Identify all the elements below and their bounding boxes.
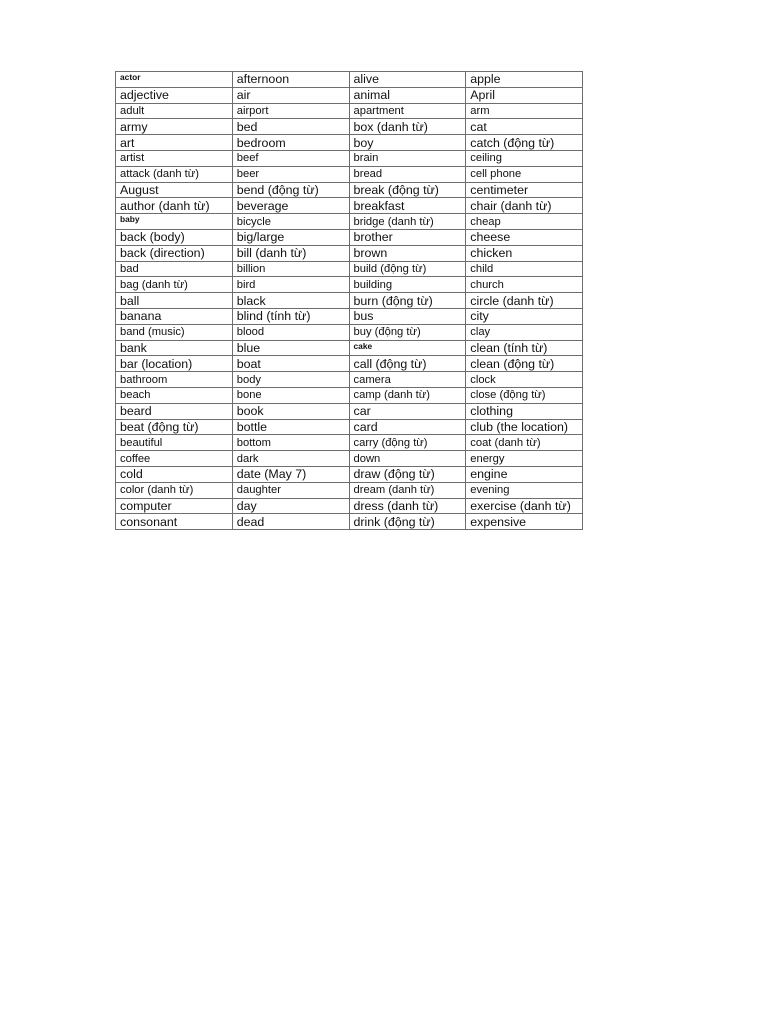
table-cell: art <box>116 135 233 151</box>
table-cell: clean (động từ) <box>466 356 583 372</box>
table-cell: chicken <box>466 245 583 261</box>
table-cell: blind (tính từ) <box>232 308 349 324</box>
table-cell: April <box>466 87 583 103</box>
table-row <box>116 435 583 451</box>
table-row <box>116 245 583 261</box>
table-row <box>116 356 583 372</box>
table-row <box>116 403 583 419</box>
table-cell: box (danh từ) <box>349 119 466 135</box>
table-cell: adjective <box>116 87 233 103</box>
table-cell: beer <box>232 166 349 182</box>
table-cell: bathroom <box>116 372 233 388</box>
table-row <box>116 87 583 103</box>
table-cell: big/large <box>232 229 349 245</box>
table-cell: draw (động từ) <box>349 466 466 482</box>
table-cell: black <box>232 293 349 309</box>
table-row <box>116 482 583 498</box>
table-cell: bird <box>232 277 349 293</box>
table-row <box>116 514 583 530</box>
table-cell: bill (danh từ) <box>232 245 349 261</box>
table-row <box>116 277 583 293</box>
table-cell: cell phone <box>466 166 583 182</box>
table-row <box>116 340 583 356</box>
table-cell: animal <box>349 87 466 103</box>
table-row <box>116 372 583 388</box>
table-row <box>116 135 583 151</box>
table-cell: bad <box>116 261 233 277</box>
table-cell: back (direction) <box>116 245 233 261</box>
table-cell: bottle <box>232 419 349 435</box>
table-cell: club (the location) <box>466 419 583 435</box>
table-cell: beard <box>116 403 233 419</box>
table-cell: artist <box>116 150 233 166</box>
table-cell: banana <box>116 308 233 324</box>
table-cell: airport <box>232 103 349 119</box>
table-cell: clean (tính từ) <box>466 340 583 356</box>
table-cell: city <box>466 308 583 324</box>
table-cell: computer <box>116 498 233 514</box>
table-row <box>116 451 583 467</box>
table-cell: cheap <box>466 214 583 230</box>
table-cell: camera <box>349 372 466 388</box>
table-cell: building <box>349 277 466 293</box>
table-row <box>116 182 583 198</box>
table-cell: beverage <box>232 198 349 214</box>
table-cell: close (động từ) <box>466 387 583 403</box>
table-cell: bag (danh từ) <box>116 277 233 293</box>
table-cell: adult <box>116 103 233 119</box>
table-cell: buy (động từ) <box>349 324 466 340</box>
table-cell: bend (động từ) <box>232 182 349 198</box>
table-row <box>116 166 583 182</box>
table-cell: build (động từ) <box>349 261 466 277</box>
table-cell: dead <box>232 514 349 530</box>
table-cell: beat (động từ) <box>116 419 233 435</box>
table-cell: attack (danh từ) <box>116 166 233 182</box>
table-cell: author (danh từ) <box>116 198 233 214</box>
table-row <box>116 229 583 245</box>
table-cell: bank <box>116 340 233 356</box>
table-cell: carry (động từ) <box>349 435 466 451</box>
table-cell: beef <box>232 150 349 166</box>
table-cell: army <box>116 119 233 135</box>
table-cell: cake <box>349 340 466 356</box>
table-cell: day <box>232 498 349 514</box>
table-cell: bedroom <box>232 135 349 151</box>
table-cell: dream (danh từ) <box>349 482 466 498</box>
table-cell: clothing <box>466 403 583 419</box>
table-cell: consonant <box>116 514 233 530</box>
table-row <box>116 214 583 230</box>
table-row <box>116 293 583 309</box>
table-cell: centimeter <box>466 182 583 198</box>
table-cell: beautiful <box>116 435 233 451</box>
table-cell: call (động từ) <box>349 356 466 372</box>
table-cell: ceiling <box>466 150 583 166</box>
table-cell: break (động từ) <box>349 182 466 198</box>
table-cell: brown <box>349 245 466 261</box>
table-cell: down <box>349 451 466 467</box>
table-cell: dark <box>232 451 349 467</box>
table-cell: coffee <box>116 451 233 467</box>
table-row <box>116 72 583 88</box>
table-cell: bridge (danh từ) <box>349 214 466 230</box>
table-cell: afternoon <box>232 72 349 88</box>
table-cell: arm <box>466 103 583 119</box>
table-cell: color (danh từ) <box>116 482 233 498</box>
table-cell: August <box>116 182 233 198</box>
table-cell: bottom <box>232 435 349 451</box>
table-cell: bar (location) <box>116 356 233 372</box>
table-cell: back (body) <box>116 229 233 245</box>
table-row <box>116 466 583 482</box>
table-row <box>116 419 583 435</box>
table-cell: air <box>232 87 349 103</box>
table-cell: coat (danh từ) <box>466 435 583 451</box>
table-cell: body <box>232 372 349 388</box>
table-row <box>116 150 583 166</box>
table-cell: actor <box>116 72 233 88</box>
table-cell: date (May 7) <box>232 466 349 482</box>
table-cell: blood <box>232 324 349 340</box>
table-cell: cold <box>116 466 233 482</box>
table-cell: apartment <box>349 103 466 119</box>
table-cell: brain <box>349 150 466 166</box>
table-cell: camp (danh từ) <box>349 387 466 403</box>
table-cell: clay <box>466 324 583 340</box>
table-cell: engine <box>466 466 583 482</box>
vocabulary-table-body <box>116 72 583 530</box>
table-cell: boy <box>349 135 466 151</box>
table-cell: cheese <box>466 229 583 245</box>
table-cell: boat <box>232 356 349 372</box>
table-row <box>116 498 583 514</box>
table-cell: apple <box>466 72 583 88</box>
table-cell: burn (động từ) <box>349 293 466 309</box>
table-cell: circle (danh từ) <box>466 293 583 309</box>
table-cell: brother <box>349 229 466 245</box>
table-row <box>116 198 583 214</box>
table-cell: band (music) <box>116 324 233 340</box>
table-cell: alive <box>349 72 466 88</box>
vocabulary-table <box>115 71 583 530</box>
table-cell: baby <box>116 214 233 230</box>
table-cell: child <box>466 261 583 277</box>
table-cell: daughter <box>232 482 349 498</box>
table-row <box>116 308 583 324</box>
table-cell: ball <box>116 293 233 309</box>
table-cell: dress (danh từ) <box>349 498 466 514</box>
table-cell: breakfast <box>349 198 466 214</box>
table-cell: exercise (danh từ) <box>466 498 583 514</box>
table-row <box>116 261 583 277</box>
table-cell: expensive <box>466 514 583 530</box>
table-cell: beach <box>116 387 233 403</box>
table-cell: evening <box>466 482 583 498</box>
table-cell: clock <box>466 372 583 388</box>
table-cell: drink (động từ) <box>349 514 466 530</box>
table-cell: church <box>466 277 583 293</box>
table-cell: book <box>232 403 349 419</box>
table-cell: card <box>349 419 466 435</box>
table-cell: car <box>349 403 466 419</box>
table-cell: chair (danh từ) <box>466 198 583 214</box>
table-cell: bread <box>349 166 466 182</box>
table-cell: bicycle <box>232 214 349 230</box>
table-cell: bone <box>232 387 349 403</box>
table-cell: catch (động từ) <box>466 135 583 151</box>
table-cell: blue <box>232 340 349 356</box>
table-cell: bus <box>349 308 466 324</box>
table-row <box>116 119 583 135</box>
table-cell: billion <box>232 261 349 277</box>
table-row <box>116 103 583 119</box>
table-row <box>116 387 583 403</box>
table-cell: energy <box>466 451 583 467</box>
table-row <box>116 324 583 340</box>
table-cell: cat <box>466 119 583 135</box>
table-cell: bed <box>232 119 349 135</box>
